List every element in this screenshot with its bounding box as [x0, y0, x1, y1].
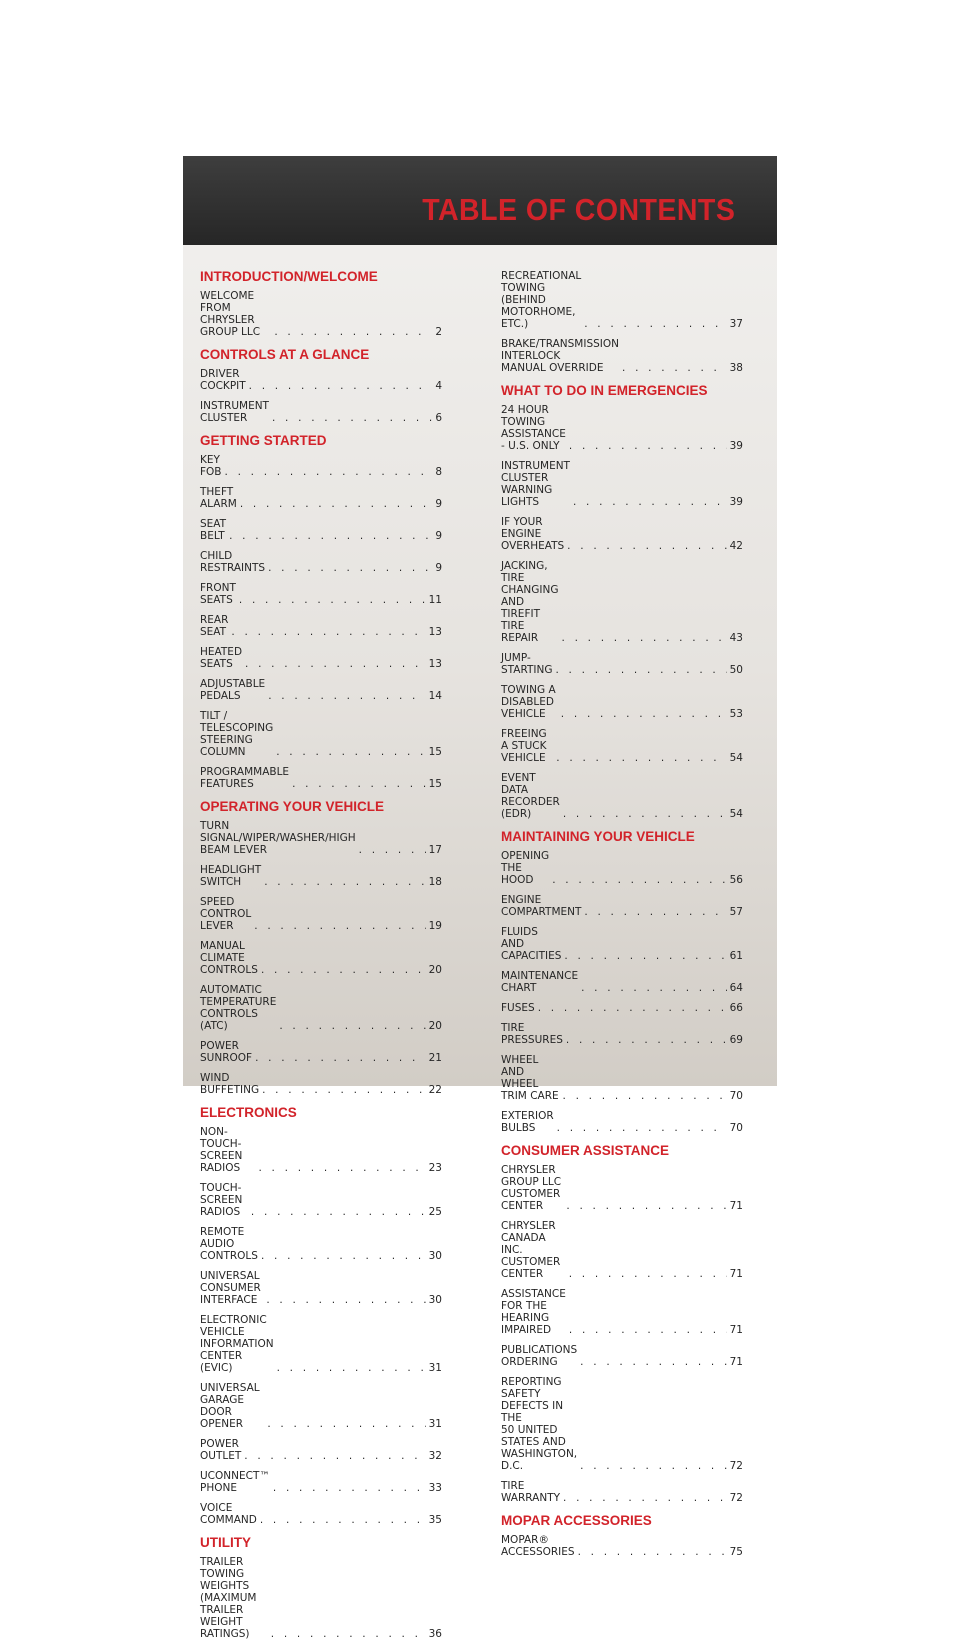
toc-entry-title: EXTERIOR BULBS: [501, 1110, 554, 1134]
toc-page-number: 13: [428, 658, 442, 670]
toc-entry-title: REMOTE AUDIO CONTROLS: [200, 1226, 258, 1262]
toc-entry[interactable]: [200, 290, 442, 338]
toc-page-number: 20: [428, 1020, 442, 1032]
toc-page-number: 9: [435, 498, 442, 510]
toc-entry[interactable]: [200, 400, 442, 424]
toc-page-number: 50: [729, 664, 743, 676]
toc-page-number: 21: [428, 1052, 442, 1064]
toc-section: [501, 1512, 756, 1558]
toc-page-number: 54: [729, 808, 743, 820]
toc-entry-title: IF YOUR ENGINE OVERHEATS: [501, 516, 565, 552]
toc-page-number: 54: [729, 752, 743, 764]
toc-entry-title: FREEING A STUCK VEHICLE: [501, 728, 547, 764]
toc-entry[interactable]: [501, 684, 743, 720]
dot-leader: [289, 778, 426, 790]
toc-page-number: 75: [729, 1546, 743, 1558]
toc-entry-title: JUMP-STARTING: [501, 652, 553, 676]
toc-page-number: 33: [428, 1482, 442, 1494]
dot-leader: [563, 1200, 726, 1212]
toc-page-number: 71: [729, 1324, 743, 1336]
toc-entry-title: ASSISTANCE FOR THE HEARING IMPAIRED: [501, 1288, 566, 1336]
toc-entry-title: OPENING THE HOOD: [501, 850, 550, 886]
toc-entry[interactable]: [200, 984, 442, 1032]
toc-entry-title: FUSES: [501, 1002, 535, 1014]
section-title: UTILITY: [200, 1535, 251, 1550]
toc-page-number: 23: [428, 1162, 442, 1174]
toc-page-number: 71: [729, 1200, 743, 1212]
toc-entry-title: BRAKE/TRANSMISSION INTERLOCK MANUAL OVERRIDE: [501, 338, 620, 374]
toc-page-number: 53: [729, 708, 743, 720]
toc-entry[interactable]: [200, 1470, 442, 1494]
toc-entry-title: FLUIDS AND CAPACITIES: [501, 926, 562, 962]
toc-entry[interactable]: [501, 404, 743, 452]
toc-entry-title: FRONT SEATS: [200, 582, 236, 606]
toc-entry[interactable]: [501, 1002, 743, 1014]
toc-entry-title: JACKING, TIRE CHANGING AND TIREFIT TIRE REPAIR: [501, 560, 559, 644]
toc-entry[interactable]: [501, 1022, 743, 1046]
toc-entry-title: CHILD RESTRAINTS: [200, 550, 266, 574]
toc-entry-title: ELECTRONIC VEHICLE INFORMATION CENTER (EVIC): [200, 1314, 274, 1374]
toc-entry[interactable]: [200, 1502, 442, 1526]
dot-leader: [549, 874, 726, 886]
toc-entry[interactable]: [501, 338, 743, 374]
toc-entry[interactable]: [200, 1072, 442, 1096]
dot-leader: [356, 844, 426, 856]
dot-leader: [564, 540, 726, 552]
toc-entry[interactable]: [200, 896, 442, 932]
toc-entry-title: TURN SIGNAL/WIPER/WASHER/HIGH BEAM LEVER: [200, 820, 356, 856]
dot-leader: [263, 1294, 425, 1306]
dot-leader: [570, 496, 727, 508]
toc-entry-title: MAINTENANCE CHART: [501, 970, 579, 994]
dot-leader: [553, 752, 726, 764]
toc-entry-title: PUBLICATIONS ORDERING: [501, 1344, 578, 1368]
dot-leader: [578, 982, 727, 994]
dot-leader: [265, 690, 425, 702]
toc-entry-title: THEFT ALARM: [200, 486, 237, 510]
toc-page-number: 71: [729, 1268, 743, 1280]
dot-leader: [581, 906, 726, 918]
toc-section: [200, 268, 455, 338]
toc-entry-title: UNIVERSAL CONSUMER INTERFACE: [200, 1270, 261, 1306]
toc-page-number: 38: [729, 362, 743, 374]
dot-leader: [554, 1122, 727, 1134]
toc-entry-title: TOUCH-SCREEN RADIOS: [200, 1182, 243, 1218]
toc-page-number: 36: [428, 1628, 442, 1640]
toc-section: [200, 432, 455, 790]
dot-leader: [276, 1020, 425, 1032]
dot-leader: [560, 808, 727, 820]
toc-entry-title: TRAILER TOWING WEIGHTS (MAXIMUM TRAILER WEIGHT RATINGS): [200, 1556, 257, 1640]
toc-entry-title: KEY FOB: [200, 454, 222, 478]
toc-entry-title: INSTRUMENT CLUSTER: [200, 400, 269, 424]
toc-page-number: 13: [428, 626, 442, 638]
toc-entry-title: RECREATIONAL TOWING (BEHIND MOTORHOME, ETC.): [501, 270, 582, 330]
toc-page-number: 32: [428, 1450, 442, 1462]
toc-entry[interactable]: [200, 940, 442, 976]
toc-page-number: 2: [435, 326, 442, 338]
dot-leader: [226, 530, 432, 542]
toc-page-number: 43: [729, 632, 743, 644]
dot-leader: [246, 380, 433, 392]
toc-entry[interactable]: [200, 368, 442, 392]
toc-entry[interactable]: [200, 454, 442, 478]
dot-leader: [237, 498, 433, 510]
toc-entry[interactable]: [200, 1438, 442, 1462]
toc-entry-title: DRIVER COCKPIT: [200, 368, 246, 392]
toc-page-number: 31: [428, 1418, 442, 1430]
toc-page-number: 39: [729, 496, 743, 508]
toc-entry-title: WELCOME FROM CHRYSLER GROUP LLC: [200, 290, 261, 338]
dot-leader: [273, 746, 425, 758]
section-title: CONTROLS AT A GLANCE: [200, 347, 370, 362]
toc-page-number: 64: [729, 982, 743, 994]
toc-entry[interactable]: [200, 710, 442, 758]
toc-page-number: 6: [435, 412, 442, 424]
dot-leader: [248, 1206, 426, 1218]
dot-leader: [258, 1250, 426, 1262]
toc-entry[interactable]: [200, 864, 442, 888]
toc-entry[interactable]: [200, 678, 442, 702]
toc-entry-title: ADJUSTABLE PEDALS: [200, 678, 266, 702]
toc-page-number: 22: [428, 1084, 442, 1096]
dot-leader: [274, 1362, 426, 1374]
toc-entry[interactable]: [200, 1270, 442, 1306]
toc-entry-title: 24 HOUR TOWING ASSISTANCE - U.S. ONLY: [501, 404, 566, 452]
toc-entry[interactable]: [200, 1040, 442, 1064]
toc-entry-title: POWER OUTLET: [200, 1438, 242, 1462]
toc-page-number: 20: [428, 964, 442, 976]
toc-entry[interactable]: [501, 560, 743, 644]
toc-entry-title: INSTRUMENT CLUSTER WARNING LIGHTS: [501, 460, 570, 508]
dot-leader: [270, 1482, 426, 1494]
dot-leader: [577, 1460, 726, 1472]
toc-entry[interactable]: [200, 1556, 442, 1640]
toc-section: [501, 270, 756, 374]
toc-entry-title: WIND BUFFETING: [200, 1072, 260, 1096]
toc-entry-title: WHEEL AND WHEEL TRIM CARE: [501, 1054, 559, 1102]
toc-page-number: 61: [729, 950, 743, 962]
toc-section: [200, 798, 455, 1096]
toc-page-number: 35: [428, 1514, 442, 1526]
toc-entry[interactable]: [200, 820, 442, 856]
toc-entry[interactable]: [200, 1314, 442, 1374]
toc-entry-title: MOPAR® ACCESSORIES: [501, 1534, 575, 1558]
toc-entry-title: REAR SEAT: [200, 614, 229, 638]
dot-leader: [566, 440, 727, 452]
dot-leader: [261, 876, 425, 888]
toc-page-number: 72: [729, 1460, 743, 1472]
toc-entry[interactable]: [501, 1480, 743, 1504]
toc-page-number: 15: [428, 746, 442, 758]
toc-page-number: 42: [729, 540, 743, 552]
dot-leader: [558, 708, 727, 720]
dot-leader: [577, 1356, 726, 1368]
toc-entry[interactable]: [501, 460, 743, 508]
toc-page-number: 31: [428, 1362, 442, 1374]
toc-entry-title: CHRYSLER GROUP LLC CUSTOMER CENTER: [501, 1164, 562, 1212]
header-banner: [183, 156, 777, 245]
toc-entry-title: TOWING A DISABLED VEHICLE: [501, 684, 556, 720]
toc-entry-title: HEATED SEATS: [200, 646, 243, 670]
toc-section: [501, 382, 756, 820]
toc-page-number: 19: [428, 920, 442, 932]
dot-leader: [264, 1418, 425, 1430]
toc-page-number: 11: [428, 594, 442, 606]
toc-entry-title: REPORTING SAFETY DEFECTS IN THE 50 UNITED STATES AND WASHINGTON, D.C.: [501, 1376, 578, 1472]
dot-leader: [563, 1034, 727, 1046]
toc-section: [200, 1534, 455, 1640]
dot-leader: [619, 362, 727, 374]
toc-page-number: 14: [428, 690, 442, 702]
section-title: GETTING STARTED: [200, 433, 327, 448]
toc-page-number: 71: [729, 1356, 743, 1368]
dot-leader: [566, 1324, 727, 1336]
dot-leader: [575, 1546, 727, 1558]
toc-page-number: 8: [435, 466, 442, 478]
dot-leader: [259, 1084, 426, 1096]
toc-entry[interactable]: [200, 1226, 442, 1262]
section-title: WHAT TO DO IN EMERGENCIES: [501, 383, 708, 398]
dot-leader: [251, 920, 425, 932]
toc-page-number: 18: [428, 876, 442, 888]
dot-leader: [258, 964, 426, 976]
toc-entry[interactable]: [200, 486, 442, 510]
toc-page-number: 56: [729, 874, 743, 886]
toc-entry[interactable]: [200, 550, 442, 574]
dot-leader: [265, 562, 432, 574]
toc-entry[interactable]: [501, 270, 743, 330]
dot-leader: [255, 1162, 425, 1174]
dot-leader: [257, 1514, 426, 1526]
dot-leader: [552, 664, 726, 676]
toc-entry-title: EVENT DATA RECORDER (EDR): [501, 772, 560, 820]
toc-entry[interactable]: [501, 728, 743, 764]
toc-entry[interactable]: [501, 516, 743, 552]
dot-leader: [560, 1492, 727, 1504]
toc-entry[interactable]: [501, 1534, 743, 1558]
dot-leader: [271, 326, 432, 338]
toc-page-number: 30: [428, 1250, 442, 1262]
toc-entry[interactable]: [501, 894, 743, 918]
section-title: ELECTRONICS: [200, 1105, 297, 1120]
section-title: CONSUMER ASSISTANCE: [501, 1143, 670, 1158]
toc-column-left: [200, 268, 455, 1648]
toc-page-number: 70: [729, 1122, 743, 1134]
toc-page-number: 72: [729, 1492, 743, 1504]
toc-entry[interactable]: [501, 1376, 743, 1472]
toc-entry[interactable]: [501, 1220, 743, 1280]
toc-entry[interactable]: [501, 1164, 743, 1212]
toc-page: [183, 156, 777, 1640]
page-title: TABLE OF CONTENTS: [421, 192, 735, 227]
toc-entry-title: CHRYSLER CANADA INC. CUSTOMER CENTER: [501, 1220, 561, 1280]
toc-entry-title: TIRE PRESSURES: [501, 1022, 563, 1046]
toc-page-number: 9: [435, 562, 442, 574]
section-title: INTRODUCTION/WELCOME: [200, 269, 378, 284]
toc-column-right: [501, 270, 756, 1566]
toc-entry-title: POWER SUNROOF: [200, 1040, 253, 1064]
toc-entry-title: SPEED CONTROL LEVER: [200, 896, 252, 932]
toc-entry[interactable]: [200, 614, 442, 638]
toc-entry[interactable]: [501, 652, 743, 676]
toc-entry[interactable]: [501, 926, 743, 962]
toc-entry-title: UNIVERSAL GARAGE DOOR OPENER: [200, 1382, 260, 1430]
toc-entry-title: HEADLIGHT SWITCH: [200, 864, 262, 888]
toc-page-number: 70: [729, 1090, 743, 1102]
toc-entry-title: NON-TOUCH-SCREEN RADIOS: [200, 1126, 243, 1174]
dot-leader: [236, 594, 426, 606]
dot-leader: [252, 1052, 426, 1064]
toc-entry[interactable]: [501, 850, 743, 886]
toc-page-number: 69: [729, 1034, 743, 1046]
toc-entry-title: VOICE COMMAND: [200, 1502, 257, 1526]
toc-page-number: 4: [435, 380, 442, 392]
toc-entry[interactable]: [200, 1382, 442, 1430]
section-title: OPERATING YOUR VEHICLE: [200, 799, 385, 814]
toc-entry-title: MANUAL CLIMATE CONTROLS: [200, 940, 258, 976]
dot-leader: [269, 412, 432, 424]
toc-entry[interactable]: [200, 1126, 442, 1174]
toc-entry[interactable]: [200, 518, 442, 542]
toc-page-number: 9: [435, 530, 442, 542]
toc-entry-title: TILT / TELESCOPING STEERING COLUMN: [200, 710, 274, 758]
dot-leader: [241, 1450, 425, 1462]
toc-entry[interactable]: [501, 772, 743, 820]
dot-leader: [268, 1628, 426, 1640]
toc-section: [501, 1142, 756, 1504]
toc-entry[interactable]: [501, 1288, 743, 1336]
toc-page-number: 30: [428, 1294, 442, 1306]
dot-leader: [566, 1268, 727, 1280]
section-title: MOPAR ACCESSORIES: [501, 1513, 652, 1528]
dot-leader: [559, 632, 727, 644]
toc-page-number: 37: [729, 318, 743, 330]
toc-section: [501, 828, 756, 1134]
dot-leader: [561, 950, 726, 962]
dot-leader: [581, 318, 726, 330]
toc-page-number: 66: [729, 1002, 743, 1014]
toc-page-number: 39: [729, 440, 743, 452]
section-title: MAINTAINING YOUR VEHICLE: [501, 829, 695, 844]
toc-entry[interactable]: [501, 1110, 743, 1134]
toc-section: [200, 1104, 455, 1526]
toc-entry[interactable]: [501, 1054, 743, 1102]
toc-page-number: 25: [428, 1206, 442, 1218]
toc-entry[interactable]: [200, 646, 442, 670]
toc-entry-title: AUTOMATIC TEMPERATURE CONTROLS (ATC): [200, 984, 277, 1032]
toc-entry[interactable]: [200, 766, 442, 790]
toc-page-number: 17: [428, 844, 442, 856]
dot-leader: [222, 466, 433, 478]
dot-leader: [228, 626, 425, 638]
toc-entry-title: ENGINE COMPARTMENT: [501, 894, 582, 918]
dot-leader: [242, 658, 426, 670]
toc-entry[interactable]: [501, 1344, 743, 1368]
toc-entry-title: PROGRAMMABLE FEATURES: [200, 766, 290, 790]
toc-page-number: 57: [729, 906, 743, 918]
toc-section: [200, 346, 455, 424]
dot-leader: [560, 1090, 727, 1102]
toc-entry-title: SEAT BELT: [200, 518, 227, 542]
dot-leader: [535, 1002, 727, 1014]
toc-entry[interactable]: [200, 1182, 442, 1218]
toc-entry-title: TIRE WARRANTY: [501, 1480, 561, 1504]
toc-entry[interactable]: [501, 970, 743, 994]
toc-entry-title: UCONNECT™ PHONE: [200, 1470, 270, 1494]
toc-page-number: 15: [428, 778, 442, 790]
toc-entry[interactable]: [200, 582, 442, 606]
